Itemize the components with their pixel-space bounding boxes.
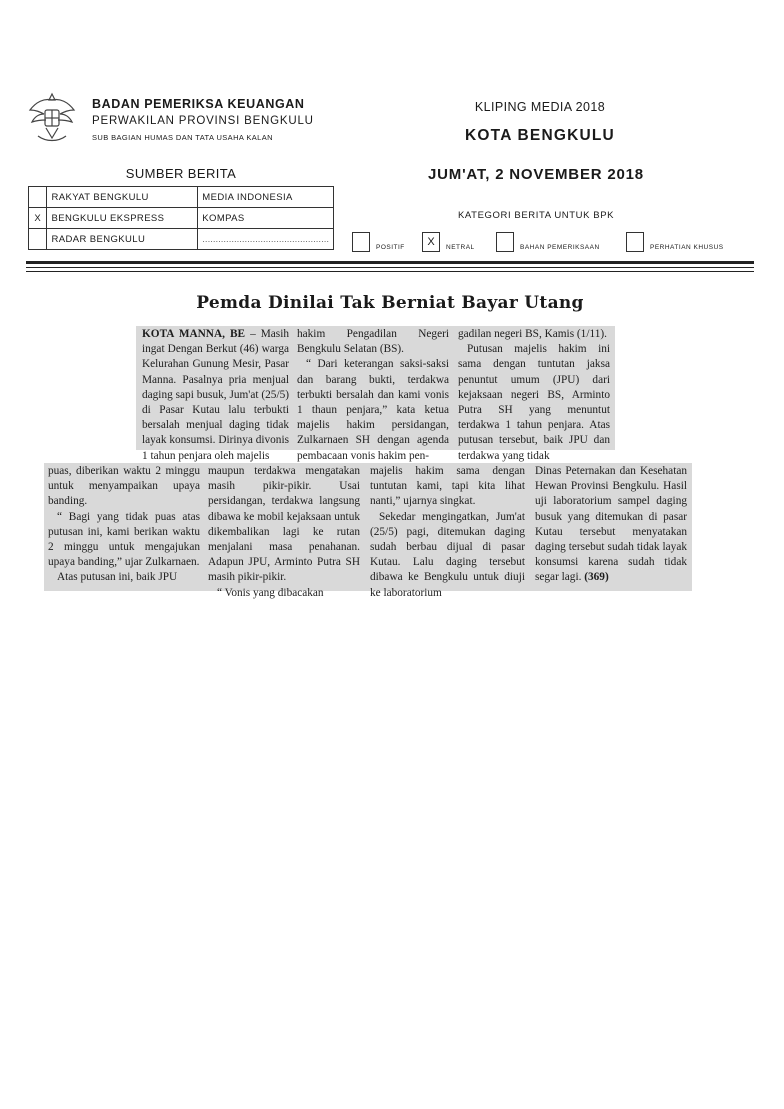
paragraph: majelis hakim sama dengan tuntutan kami, tapi kita lihat nanti,” ujarnya singkat. (370, 465, 525, 508)
categories-title: KATEGORI BERITA UNTUK BPK (458, 210, 615, 221)
category-bahan-pemeriksaan (496, 232, 600, 252)
paragraph: “ Dari keterangan saksi-saksi dan barang bukti, terdakwa terbukti bersalah dan kami vonis 1 thaun penjara,” kata ketua majelis hakim persidangan, Zulkarnaen SH dengan agenda pembacaan vonis hakim pen- (297, 358, 449, 462)
category-checkbox (352, 232, 370, 252)
source-mark: X (29, 208, 47, 229)
category-perhatian-khusus (626, 232, 724, 252)
paragraph: Dinas Peternakan dan Kesehatan Hewan Provinsi Bengkulu. Hasil uji laboratorium sampel daging busuk yang ditemukan di pasar Kutau tersebut menyatakan daging tersebut sudah tidak layak konsumsi karena sudah tidak segar lagi. (535, 465, 687, 584)
source-mark (29, 187, 47, 208)
divider (26, 267, 754, 268)
article-column (297, 327, 449, 462)
category-positif (352, 232, 405, 252)
paragraph: hakim Pengadilan Negeri Bengkulu Selatan (BS). (297, 328, 449, 356)
org-name: BADAN PEMERIKSA KEUANGAN (92, 97, 305, 111)
table-row (29, 229, 334, 250)
paragraph: maupun terdakwa mengatakan masih pikir-pikir. Usai persidangan, terdakwa langsung dibawa ke mobil kejaksaan untuk dikembalikan lagi ke rutan menjalani masa penahanan. Adapun JPU, Arminto Putra SH masih pikir-pikir. (208, 465, 360, 584)
paragraph: – Masih ingat Dengan Berkut (46) warga Kelurahan Gunung Mesir, Pasar Manna. Pasalnya pria menjual daging sapi busuk, Jum'at (25/5) di Pasar Kutau lalu terbukti bersalah menjual daging tidak layak konsumsi. Dirinya divonis 1 tahun penjara oleh majelis (142, 328, 289, 462)
table-row (29, 208, 334, 229)
paragraph: Putusan majelis hakim ini sama dengan tuntutan jaksa penuntut umum (JPU) dari kejaksaan negeri BS, Arminto Putra SH yang menuntut terdakwa 1 tahun penjara. Atas putusan tersebut, baik JPU dan terdakwa yang tidak (458, 343, 610, 462)
category-checkbox (626, 232, 644, 252)
article-column (48, 464, 200, 588)
paragraph: gadilan negeri BS, Kamis (1/11). (458, 328, 607, 340)
source-right: KOMPAS (198, 208, 334, 229)
article-column (535, 464, 687, 588)
org-branch: PERWAKILAN PROVINSI BENGKULU (92, 115, 314, 127)
paragraph: puas, diberikan waktu 2 minggu untuk menyampaikan upaya banding. (48, 465, 200, 508)
article-title: Pemda Dinilai Tak Berniat Bayar Utang (196, 293, 584, 313)
source-right: MEDIA INDONESIA (198, 187, 334, 208)
category-netral (422, 232, 475, 252)
sources-table (28, 186, 334, 250)
category-label: POSITIF (376, 244, 405, 251)
paragraph: Atas putusan ini, baik JPU (57, 571, 178, 584)
source-left: BENGKULU EKSPRESS (47, 208, 198, 229)
dateline: KOTA MANNA, BE (142, 328, 246, 340)
source-left: RADAR BENGKULU (47, 229, 198, 250)
org-subdivision: SUB BAGIAN HUMAS DAN TATA USAHA KALAN (92, 133, 273, 142)
category-checkbox: X (422, 232, 440, 252)
source-mark (29, 229, 47, 250)
divider (26, 271, 754, 272)
paragraph: Sekedar mengingatkan, Jum'at (25/5) pagi, ditemukan daging sudah berbau dijual di pasar Kutau. Lalu daging tersebut dibawa ke Bengkulu untuk diuji ke laboratorium (370, 510, 525, 599)
publication-date: JUM'AT, 2 NOVEMBER 2018 (428, 166, 644, 183)
category-checkbox (496, 232, 514, 252)
source-left: RAKYAT BENGKULU (47, 187, 198, 208)
category-label: PERHATIAN KHUSUS (650, 244, 724, 251)
category-label: NETRAL (446, 244, 475, 251)
article-column (142, 327, 289, 462)
article-column (208, 464, 360, 599)
article-column (458, 327, 610, 462)
table-row (29, 187, 334, 208)
article-column (370, 464, 525, 599)
divider (26, 261, 754, 264)
source-right: ................................................ (198, 229, 334, 250)
kliping-label: KLIPING MEDIA 2018 (474, 100, 606, 114)
category-label: BAHAN PEMERIKSAAN (520, 244, 600, 251)
paragraph: “ Vonis yang dibacakan (217, 586, 324, 599)
city-label: KOTA BENGKULU (465, 127, 615, 144)
garuda-emblem-icon (26, 88, 78, 146)
author-code: (369) (584, 571, 609, 584)
sources-title: SUMBER BERITA (125, 166, 237, 181)
paragraph: “ Bagi yang tidak puas atas putusan ini, kami berikan waktu 2 minggu untuk mengajukan upaya banding,” ujar Zulkarnaen. (48, 510, 200, 569)
